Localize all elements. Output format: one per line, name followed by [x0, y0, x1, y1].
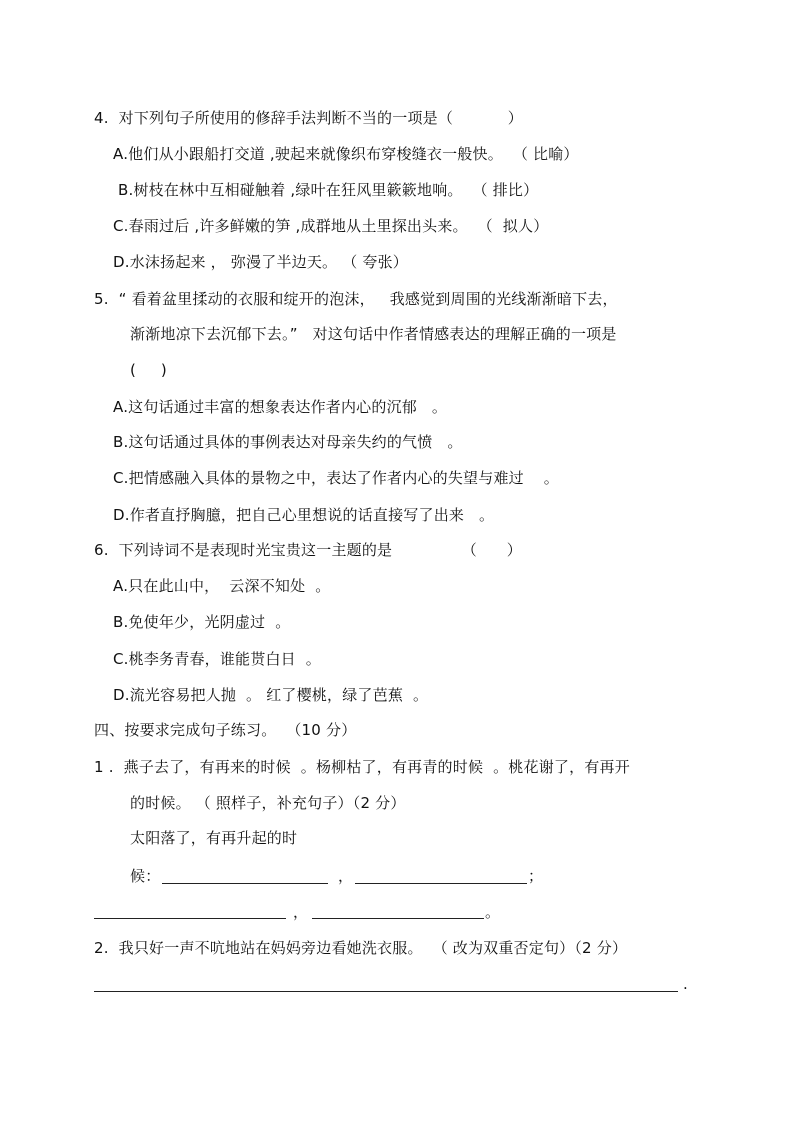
- semicolon-separator: ；: [528, 867, 544, 885]
- end-dot: .: [683, 975, 688, 993]
- question-5-stem-line-2: 渐渐地凉下去沉郁下去。” 对这句话中作者情感表达的理解正确的一项是: [130, 325, 617, 343]
- question-6-option-b: B.免使年少，光阴虚过 。: [113, 613, 291, 631]
- sentence-1-continuation: 候：: [130, 867, 161, 885]
- sentence-1-line-1: 1 . 燕子去了，有再来的时候 。杨柳枯了，有再青的时候 。桃花谢了，有再开: [94, 758, 630, 776]
- question-4-option-c: C.春雨过后 ,许多鲜嫩的笋 ,成群地从土里探出头来。 （ 拟人）: [113, 217, 549, 235]
- answer-blank-3[interactable]: [94, 918, 286, 919]
- answer-line-sentence-2[interactable]: [94, 991, 678, 992]
- question-5-stem-line-1: 5. “ 看着盆里揉动的衣服和绽开的泡沫， 我感觉到周围的光线渐渐暗下去，: [94, 290, 618, 308]
- question-6-option-d: D.流光容易把人抛 。 红了樱桃，绿了芭蕉 。: [113, 686, 429, 704]
- question-6-stem: 6. 下列诗词不是表现时光宝贵这一主题的是 （ ）: [94, 541, 523, 559]
- sentence-2-question: 2. 我只好一声不吭地站在妈妈旁边看她洗衣服。 （ 改为双重否定句）（2 分）: [94, 939, 628, 957]
- question-4-option-b: B.树枝在林中互相碰触着 ,绿叶在狂风里簌簌地响。 （ 排比）: [118, 181, 539, 199]
- comma-separator: ，: [293, 903, 309, 921]
- question-5-answer-bracket: ( ): [130, 361, 167, 379]
- section-4-heading: 四、按要求完成句子练习。 （10 分）: [94, 721, 357, 739]
- answer-blank-4[interactable]: [312, 918, 484, 919]
- answer-blank-1[interactable]: [162, 883, 328, 884]
- question-5-option-d: D.作者直抒胸臆，把自己心里想说的话直接写了出来 。: [113, 506, 495, 524]
- question-5-option-c: C.把情感融入具体的景物之中，表达了作者内心的失望与难过 。: [113, 469, 559, 487]
- sentence-1-example-start: 太阳落了，有再升起的时: [130, 829, 298, 847]
- sentence-end-period: 。: [485, 903, 501, 921]
- question-4-stem: 4. 对下列句子所使用的修辞手法判断不当的一项是（ ）: [94, 109, 523, 127]
- question-6-option-c: C.桃李务青春，谁能贳白日 。: [113, 650, 321, 668]
- question-5-option-a: A.这句话通过丰富的想象表达作者内心的沉郁 。: [113, 398, 448, 416]
- question-5-option-b: B.这句话通过具体的事例表达对母亲失约的气愤 。: [113, 433, 463, 451]
- sentence-1-instruction: 的时候。 （ 照样子，补充句子）（2 分）: [130, 794, 406, 812]
- comma-separator: ，: [338, 867, 354, 885]
- question-4-option-a: A.他们从小跟船打交道 ,驶起来就像织布穿梭缝衣一般快。 （ 比喻）: [113, 145, 579, 163]
- answer-blank-2[interactable]: [355, 883, 527, 884]
- question-6-option-a: A.只在此山中， 云深不知处 。: [113, 577, 331, 595]
- question-4-option-d: D.水沫扬起来 ， 弥漫了半边天。 （ 夸张）: [113, 253, 408, 271]
